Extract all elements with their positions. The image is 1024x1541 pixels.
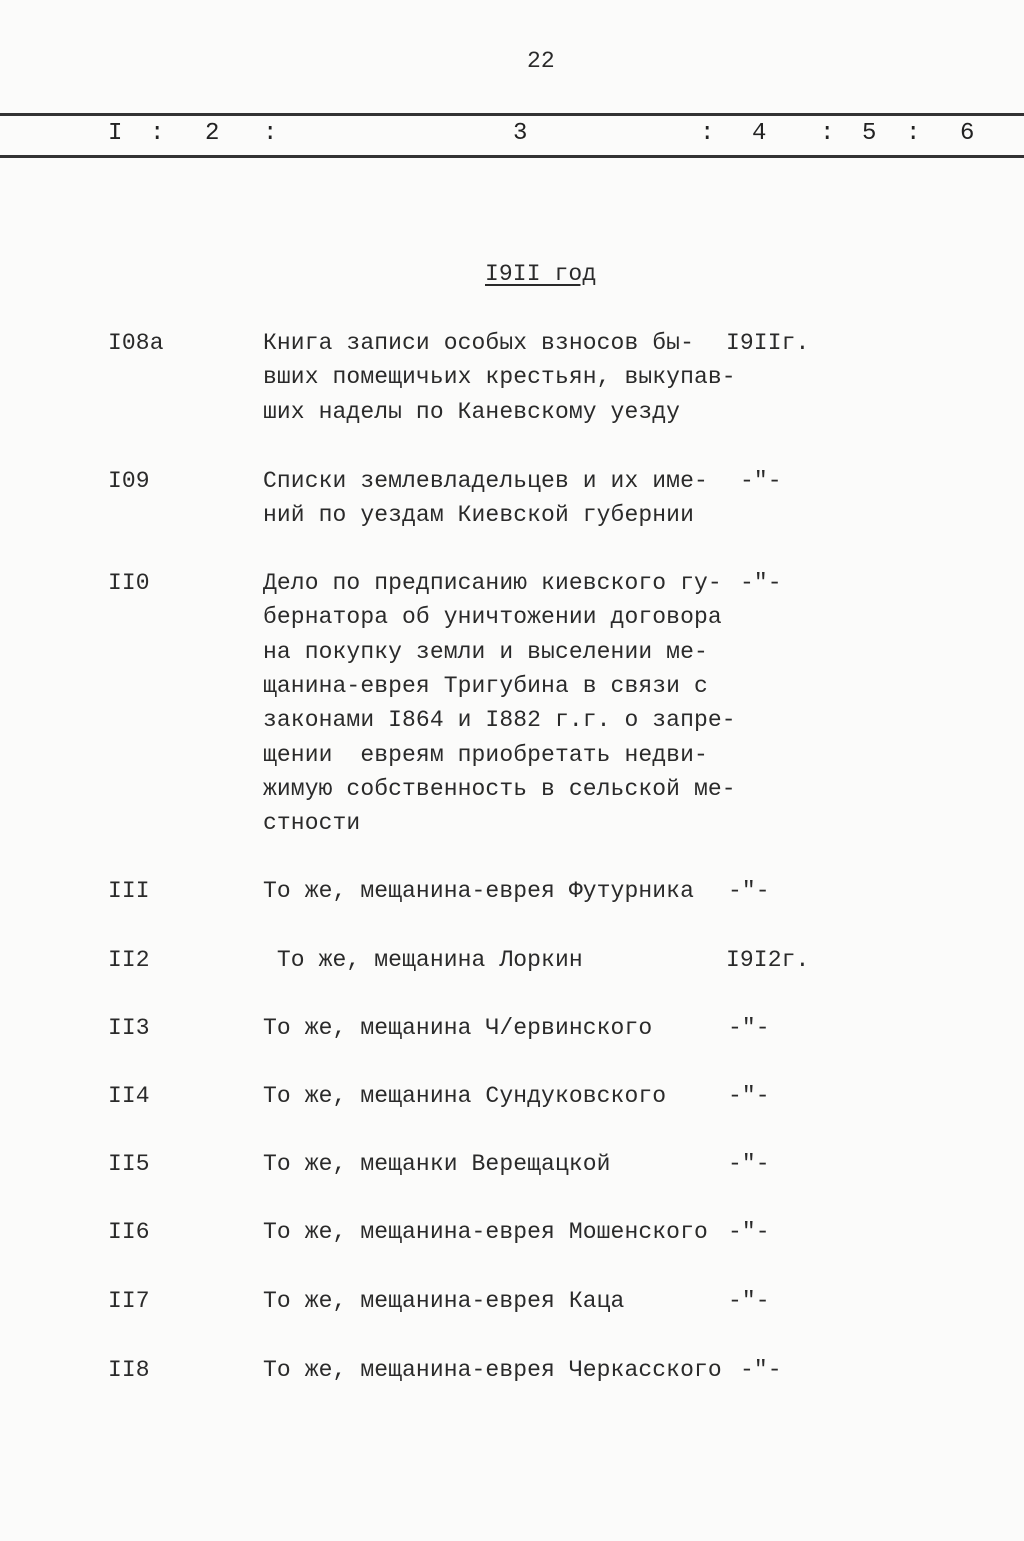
item-date: -"- <box>740 1357 782 1383</box>
item-number: II8 <box>108 1357 150 1383</box>
item-description-line: стности <box>263 810 361 837</box>
item-date: -"- <box>728 878 770 904</box>
item-date: I9IIг. <box>726 330 810 356</box>
column-header: 2 <box>205 120 220 147</box>
item-number: II7 <box>108 1288 150 1314</box>
column-separator: : <box>820 120 835 147</box>
item-description-line: Дело по предписанию киевского гу- <box>263 570 722 596</box>
column-header: 6 <box>960 120 975 147</box>
column-header: 5 <box>862 120 877 147</box>
column-separator: : <box>700 120 715 147</box>
section-title: I9II год <box>485 261 597 287</box>
item-description-line: Книга записи особых взносов бы- <box>263 330 694 356</box>
item-date: -"- <box>740 570 782 596</box>
header-bottom-rule <box>0 155 1024 158</box>
item-number: II3 <box>108 1015 150 1041</box>
item-date: -"- <box>728 1219 770 1245</box>
item-description-line: на покупку земли и выселении ме- <box>263 638 708 665</box>
item-description-line: То же, мещанки Верещацкой <box>263 1151 611 1177</box>
item-description-line: То же, мещанина-еврея Мошенского <box>263 1219 708 1245</box>
item-description-line: бернатора об уничтожении договора <box>263 604 722 631</box>
item-description-line: То же, мещанина-еврея Футурника <box>263 878 694 904</box>
item-description-line: ших наделы по Каневскому уезду <box>263 398 681 425</box>
page-number: 22 <box>527 48 555 74</box>
item-description-line: То же, мещанина-еврея Черкасского <box>263 1357 722 1383</box>
column-separator: : <box>150 120 165 147</box>
item-description-line: щении евреям приобретать недви- <box>263 741 708 768</box>
item-description-line: То же, мещанина Сундуковского <box>263 1083 667 1109</box>
item-number: II6 <box>108 1219 150 1245</box>
item-description-line: То же, мещанина Ч/ервинского <box>263 1015 653 1041</box>
item-description-line: щанина-еврея Тригубина в связи с <box>263 672 708 699</box>
column-header: 4 <box>752 120 767 147</box>
column-header: I <box>108 120 123 147</box>
item-date: -"- <box>728 1083 770 1109</box>
item-date: -"- <box>740 468 782 494</box>
item-date: -"- <box>728 1015 770 1041</box>
column-separator: : <box>906 120 921 147</box>
item-date: -"- <box>728 1151 770 1177</box>
item-description-line: Списки землевладельцев и их име- <box>263 468 708 494</box>
item-number: II5 <box>108 1151 150 1177</box>
item-description-line: жимую собственность в сельской ме- <box>263 775 736 802</box>
item-description-line: То же, мещанина Лоркин <box>263 947 583 973</box>
column-header: 3 <box>513 120 528 147</box>
item-description-line: законами I864 и I882 г.г. о запре- <box>263 707 736 734</box>
item-date: I9I2г. <box>726 947 810 973</box>
item-number: II0 <box>108 570 150 596</box>
item-number: III <box>108 878 150 904</box>
item-number: I09 <box>108 468 150 494</box>
item-description-line: То же, мещанина-еврея Каца <box>263 1288 625 1314</box>
item-number: II4 <box>108 1083 150 1109</box>
item-number: II2 <box>108 947 150 973</box>
column-separator: : <box>263 120 278 147</box>
item-number: I08а <box>108 330 164 356</box>
item-description-line: вших помещичьих крестьян, выкупав- <box>263 364 736 391</box>
item-description-line: ний по уездам Киевской губернии <box>263 502 694 529</box>
item-date: -"- <box>728 1288 770 1314</box>
header-top-rule <box>0 113 1024 116</box>
